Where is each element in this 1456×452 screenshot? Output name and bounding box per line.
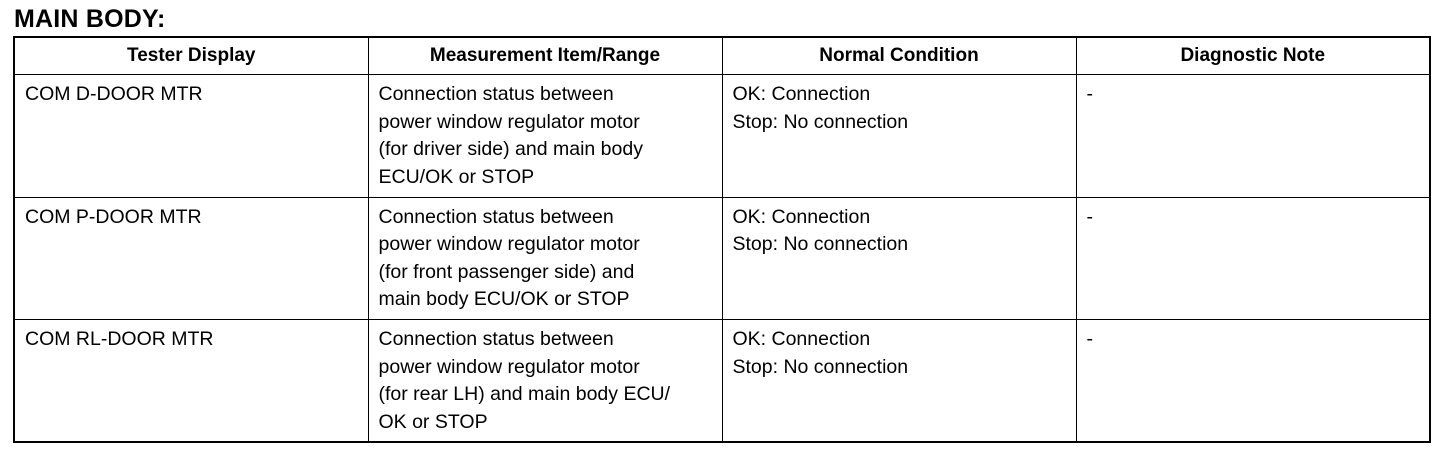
measurement-line: power window regulator motor (378, 355, 640, 378)
measurement-line: Connection status between (378, 205, 614, 228)
table-header-row (14, 37, 1430, 75)
measurement-line: (for front passenger side) and (378, 260, 635, 283)
table-row (14, 75, 1430, 198)
measurement-cell (368, 197, 722, 320)
measurement-line: main body ECU/OK or STOP (378, 288, 630, 310)
main-body-data-table (13, 36, 1431, 443)
measurement-cell (368, 320, 722, 443)
measurement-line: power window regulator motor (378, 233, 640, 255)
normal-condition-line: Stop: No connection (732, 355, 909, 378)
measurement-line: Connection status between (378, 83, 614, 105)
column-header-normal-condition: Normal Condition (722, 37, 1076, 75)
tester-display-cell: COM P-DOOR MTR (14, 197, 368, 320)
normal-condition-line: Stop: No connection (732, 233, 909, 255)
measurement-cell (368, 75, 722, 198)
normal-condition-line: OK: Connection (732, 205, 871, 228)
measurement-line: ECU/OK or STOP (378, 165, 535, 188)
measurement-line: (for rear LH) and main body ECU/ (378, 383, 671, 405)
normal-condition-cell (722, 75, 1076, 198)
normal-condition-cell (722, 197, 1076, 320)
tester-display-cell: COM RL-DOOR MTR (14, 320, 368, 443)
tester-display-cell: COM D-DOOR MTR (14, 75, 368, 198)
page-title: MAIN BODY: (14, 5, 166, 33)
measurement-line: Connection status between (378, 328, 614, 350)
column-header-diagnostic-note: Diagnostic Note (1076, 37, 1430, 75)
normal-condition-cell (722, 320, 1076, 443)
diagnostic-note-cell: - (1076, 197, 1430, 320)
column-header-tester-display: Tester Display (14, 37, 368, 75)
column-header-measurement-item: Measurement Item/Range (368, 37, 722, 75)
measurement-line: power window regulator motor (378, 110, 640, 133)
measurement-line: (for driver side) and main body (378, 138, 643, 160)
diagnostic-note-cell: - (1076, 75, 1430, 198)
normal-condition-line: OK: Connection (732, 328, 871, 350)
diagnostic-note-cell: - (1076, 320, 1430, 443)
table-row (14, 197, 1430, 320)
normal-condition-line: OK: Connection (732, 83, 871, 105)
measurement-line: OK or STOP (378, 410, 488, 433)
table-row (14, 320, 1430, 443)
normal-condition-line: Stop: No connection (732, 110, 909, 133)
